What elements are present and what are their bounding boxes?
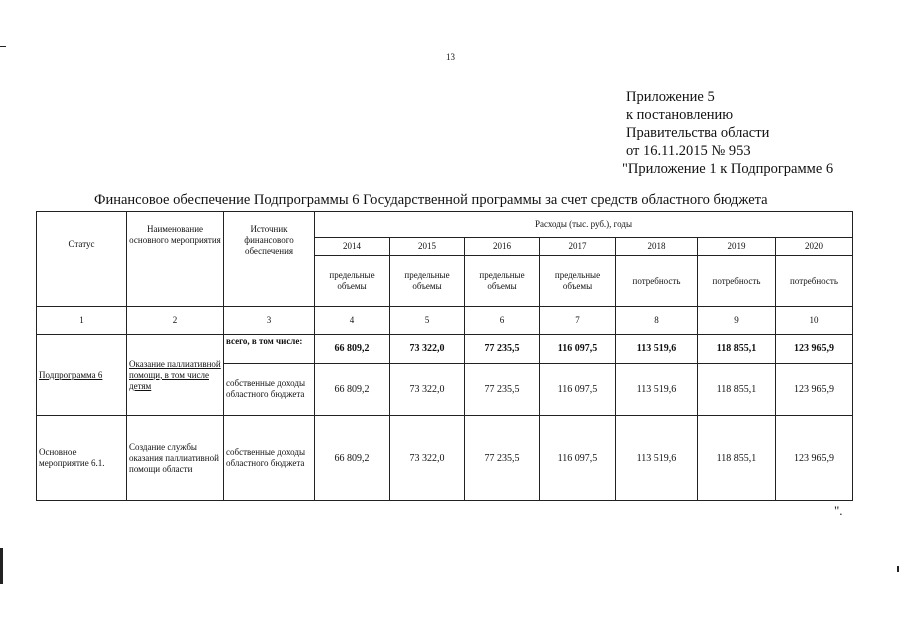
header-amount-type: предельные объемы bbox=[315, 256, 390, 307]
row-value: 116 097,5 bbox=[540, 416, 616, 501]
appendix-line-2: к постановлению bbox=[626, 107, 734, 123]
row-value: 123 965,9 bbox=[776, 416, 853, 501]
scan-mark bbox=[0, 46, 6, 47]
header-amount-type: потребность bbox=[776, 256, 853, 307]
total-value: 66 809,2 bbox=[315, 335, 390, 363]
row-value: 66 809,2 bbox=[315, 416, 390, 501]
total-value: 123 965,9 bbox=[776, 335, 853, 363]
column-number: 1 bbox=[37, 306, 127, 334]
row-value: 118 855,1 bbox=[698, 363, 776, 416]
column-number: 8 bbox=[616, 306, 698, 334]
header-year: 2014 bbox=[315, 238, 390, 256]
column-number: 2 bbox=[127, 306, 224, 334]
scan-mark bbox=[897, 566, 899, 572]
row-value: 118 855,1 bbox=[698, 416, 776, 501]
row-total-label: всего, в том числе: bbox=[224, 335, 315, 363]
row-value: 66 809,2 bbox=[315, 363, 390, 416]
row-activity-name: Создание службы оказания паллиативной помощи области bbox=[127, 416, 224, 501]
column-number: 7 bbox=[540, 306, 616, 334]
total-value: 118 855,1 bbox=[698, 335, 776, 363]
column-number: 10 bbox=[776, 306, 853, 334]
header-activity-name: Наименование основного мероприятия bbox=[127, 212, 224, 307]
appendix-line-4: от 16.11.2015 № 953 bbox=[626, 143, 751, 159]
total-value: 113 519,6 bbox=[616, 335, 698, 363]
row-status: Основное мероприятие 6.1. bbox=[37, 416, 127, 501]
header-amount-type: потребность bbox=[698, 256, 776, 307]
row-funding-source: собственные доходы областного бюджета bbox=[224, 363, 315, 416]
column-number: 6 bbox=[465, 306, 540, 334]
scan-mark bbox=[0, 548, 3, 584]
header-year: 2016 bbox=[465, 238, 540, 256]
header-amount-type: предельные объемы bbox=[465, 256, 540, 307]
header-amount-type: предельные объемы bbox=[540, 256, 616, 307]
row-activity-name: Оказание паллиативной помощи, в том числе детям bbox=[127, 335, 224, 416]
header-year: 2018 bbox=[616, 238, 698, 256]
column-number: 4 bbox=[315, 306, 390, 334]
row-value: 113 519,6 bbox=[616, 416, 698, 501]
row-status: Подпрограмма 6 bbox=[37, 335, 127, 416]
row-value: 116 097,5 bbox=[540, 363, 616, 416]
header-year: 2017 bbox=[540, 238, 616, 256]
row-value: 123 965,9 bbox=[776, 363, 853, 416]
appendix-line-5: "Приложение 1 к Подпрограмме 6 bbox=[622, 161, 834, 177]
page-number: 13 bbox=[446, 52, 455, 62]
header-amount-type: предельные объемы bbox=[390, 256, 465, 307]
appendix-block bbox=[622, 88, 834, 178]
column-number: 5 bbox=[390, 306, 465, 334]
column-number: 3 bbox=[224, 306, 315, 334]
document-title: Финансовое обеспечение Подпрограммы 6 Государственной программы за счет средств областного бюджета bbox=[94, 192, 768, 208]
header-amount-type: потребность bbox=[616, 256, 698, 307]
row-value: 77 235,5 bbox=[465, 416, 540, 501]
appendix-line-3: Правительства области bbox=[626, 125, 770, 141]
appendix-line-1: Приложение 5 bbox=[626, 89, 715, 105]
header-funding-source: Источник финансового обеспечения bbox=[224, 212, 315, 307]
row-value: 73 322,0 bbox=[390, 363, 465, 416]
row-value: 113 519,6 bbox=[616, 363, 698, 416]
row-value: 73 322,0 bbox=[390, 416, 465, 501]
header-expenses: Расходы (тыс. руб.), годы bbox=[315, 212, 853, 238]
row-funding-source: собственные доходы областного бюджета bbox=[224, 416, 315, 501]
total-value: 116 097,5 bbox=[540, 335, 616, 363]
header-year: 2015 bbox=[390, 238, 465, 256]
total-value: 77 235,5 bbox=[465, 335, 540, 363]
total-value: 73 322,0 bbox=[390, 335, 465, 363]
header-status: Статус bbox=[37, 212, 127, 307]
financing-table bbox=[36, 211, 853, 501]
column-number: 9 bbox=[698, 306, 776, 334]
row-value: 77 235,5 bbox=[465, 363, 540, 416]
header-year: 2019 bbox=[698, 238, 776, 256]
header-year: 2020 bbox=[776, 238, 853, 256]
closing-quote: ". bbox=[834, 503, 843, 518]
